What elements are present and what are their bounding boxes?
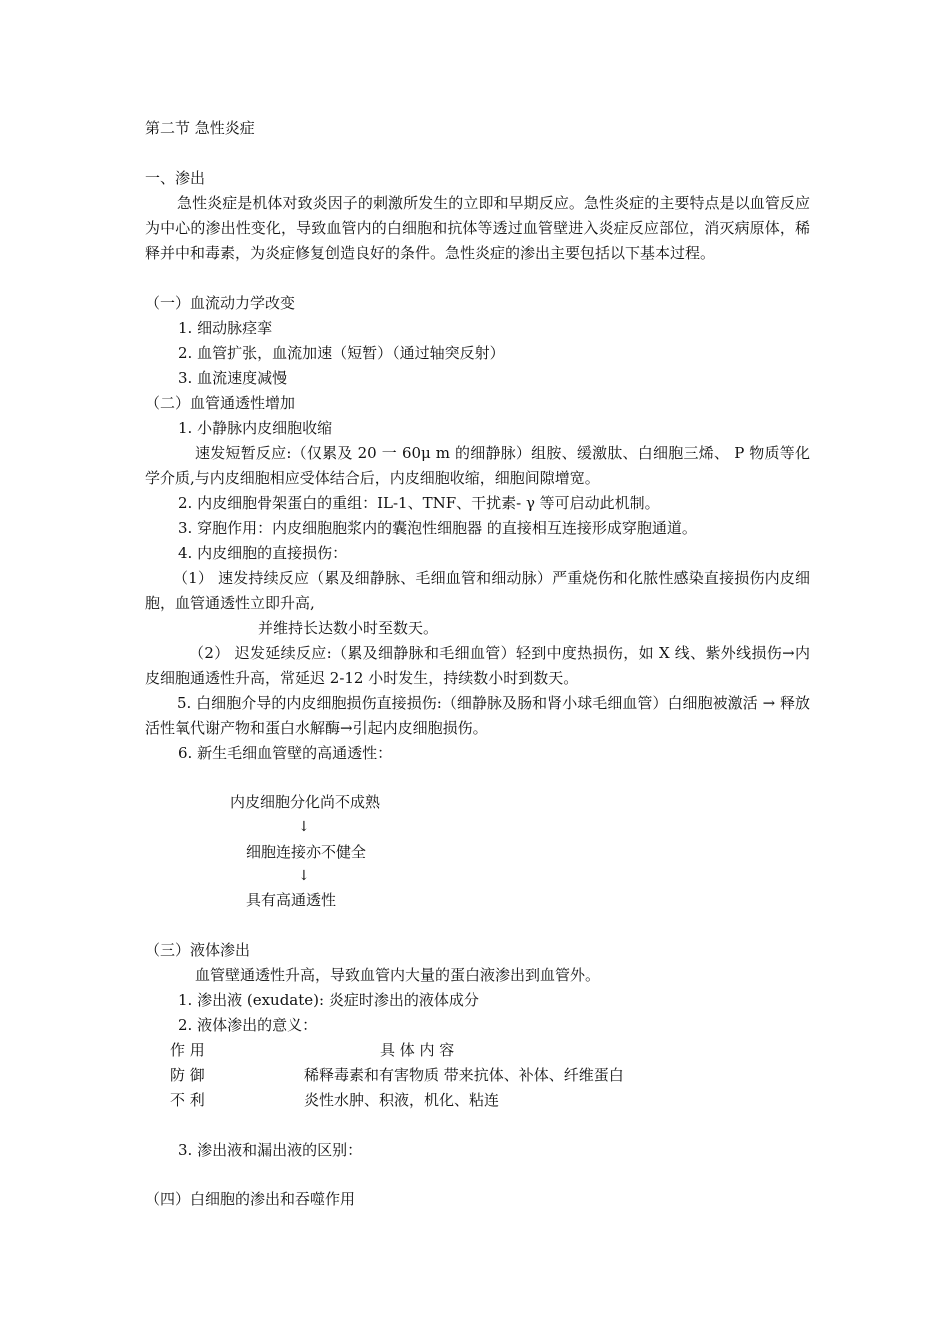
- detail-continuation: 并维持长达数小时至数天。: [258, 619, 439, 637]
- detail-paragraph: （1） 速发持续反应（累及细静脉、毛细血管和细动脉）严重烧伤和化脓性感染直接损伤内皮细胞，血管通透性立即升高,: [145, 569, 810, 612]
- list-item: 1. 细动脉痉挛: [178, 319, 273, 337]
- detail-paragraph: （2） 迟发延续反应:（累及细静脉和毛细血管）轻到中度热损伤，如 X 线、紫外线损伤→内皮细胞通透性升高，常延迟 2-12 小时发生，持续数小时到数天。: [145, 644, 810, 687]
- table-cell: 不 利: [170, 1091, 205, 1109]
- list-item: 2. 内皮细胞骨架蛋白的重组：IL-1、TNF、干扰素- γ 等可启动此机制。: [178, 494, 660, 512]
- list-item: 3. 渗出液和漏出液的区别：: [178, 1141, 363, 1159]
- heading-fluid-exudation: （三）液体渗出: [145, 941, 251, 959]
- flow-step: 内皮细胞分化尚不成熟: [230, 793, 381, 811]
- list-item: 4. 内皮细胞的直接损伤：: [178, 544, 348, 562]
- down-arrow-icon: ↓: [298, 819, 310, 835]
- heading-leukocyte-exudation: （四）白细胞的渗出和吞噬作用: [145, 1190, 356, 1208]
- intro-paragraph: 急性炎症是机体对致炎因子的刺激所发生的立即和早期反应。急性炎症的主要特点是以血管反应为中心的渗出性变化，导致血管内的白细胞和抗体等透过血管壁进入炎症反应部位，消灭病原体，稀释并中和毒素，为炎症修复创造良好的条件。急性炎症的渗出主要包括以下基本过程。: [145, 194, 810, 262]
- table-cell: 炎性水肿、积液，机化、粘连: [304, 1091, 500, 1109]
- heading-hemodynamics: （一）血流动力学改变: [145, 294, 296, 312]
- table-header: 作 用: [170, 1041, 205, 1059]
- down-arrow-icon: ↓: [298, 868, 310, 884]
- list-item: 3. 血流速度减慢: [178, 369, 288, 387]
- flow-step: 具有高通透性: [246, 891, 337, 909]
- section-title: 第二节 急性炎症: [145, 119, 255, 137]
- list-item: 3. 穿胞作用：内皮细胞胞浆内的囊泡性细胞器 的直接相互连接形成穿胞通道。: [178, 519, 697, 537]
- list-item: 2. 血管扩张，血流加速（短暂）（通过轴突反射）: [178, 344, 505, 362]
- list-item: 6. 新生毛细血管壁的高通透性：: [178, 744, 393, 762]
- list-item: 5. 白细胞介导的内皮细胞损伤直接损伤:（细静脉及肠和肾小球毛细血管）白细胞被激活 → 释放活性氧代谢产物和蛋白水解酶→引起内皮细胞损伤。: [145, 694, 810, 737]
- table-header: 具 体 内 容: [380, 1041, 455, 1059]
- list-item: 2. 液体渗出的意义：: [178, 1016, 318, 1034]
- list-item: 1. 渗出液 (exudate): 炎症时渗出的液体成分: [178, 991, 479, 1009]
- detail-paragraph: 速发短暂反应:（仅累及 20 一 60μ m 的细静脉）组胺、缓激肽、白细胞三烯、 P 物质等化学介质,与内皮细胞相应受体结合后，内皮细胞收缩，细胞间隙增宽。: [145, 444, 810, 487]
- body-text: 血管壁通透性升高，导致血管内大量的蛋白液渗出到血管外。: [195, 966, 601, 984]
- list-item: 1. 小静脉内皮细胞收缩: [178, 419, 333, 437]
- heading-permeability: （二）血管通透性增加: [145, 394, 296, 412]
- flow-step: 细胞连接亦不健全: [246, 843, 367, 861]
- heading-exudation: 一、渗出: [145, 169, 206, 187]
- table-cell: 防 御: [170, 1066, 205, 1084]
- table-cell: 稀释毒素和有害物质 带来抗体、补体、纤维蛋白: [304, 1066, 624, 1084]
